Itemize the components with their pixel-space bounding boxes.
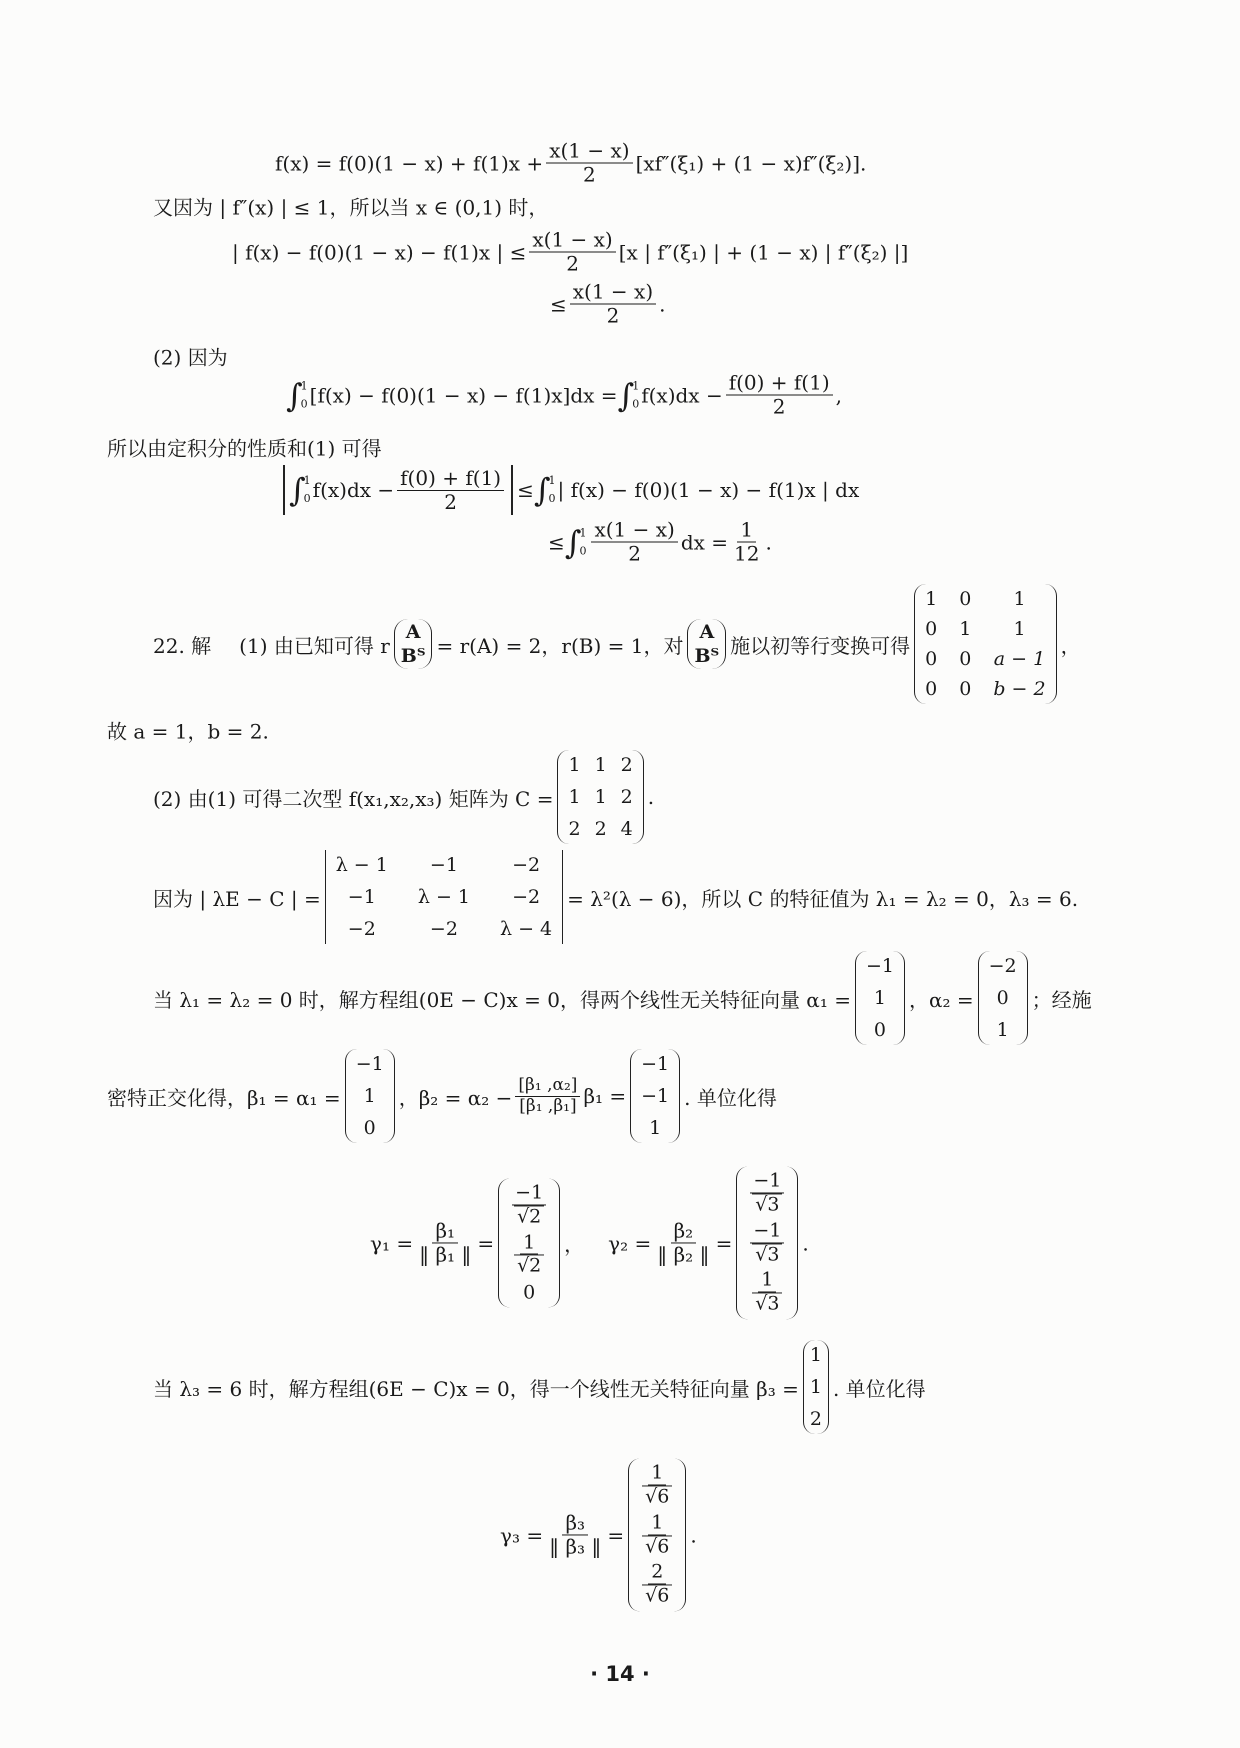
numerator: f(0) + f(1) [726, 372, 833, 396]
matrix-entry: −2 [429, 918, 458, 940]
matrix-entry: 1 [1013, 618, 1026, 640]
question-22-part1 [153, 584, 1081, 704]
upper-limit: 1 [303, 474, 311, 488]
denominator: √3 [752, 1193, 782, 1216]
matrix-entry: 2 [594, 818, 607, 840]
inequality-2 [550, 281, 666, 328]
paragraph: (2) 因为 [153, 345, 228, 370]
integral-symbol: ∫ [286, 376, 303, 414]
eq-text: (1) 由已知可得 r [239, 633, 390, 658]
matrix-entry: A [699, 621, 715, 643]
integral-sign [618, 377, 640, 412]
matrix-entry: b − 2 [993, 678, 1046, 700]
numerator: 1 [520, 1232, 538, 1255]
lower-limit: 0 [579, 544, 587, 557]
eq-text: ， [1060, 633, 1081, 658]
integral-sign [534, 472, 556, 507]
eq-text: 当 λ₁ = λ₂ = 0 时，解方程组(0E − C)x = 0，得两个线性无关特征向量 α₁ = [153, 987, 851, 1012]
schmidt-orthogonalization [107, 1049, 777, 1143]
numerator: x(1 − x) [546, 140, 632, 164]
eq-text: = λ²(λ − 6)，所以 C 的特征值为 λ₁ = λ₂ = 0，λ₃ = 6. [567, 886, 1079, 911]
matrix-entry: −1 [347, 886, 376, 908]
eq-text: 施以初等行变换可得 [730, 633, 911, 658]
integral-bound [548, 519, 772, 566]
eq-text: = [607, 1523, 625, 1547]
lower-limit: 0 [548, 492, 556, 505]
matrix-entry: 1 [568, 754, 581, 776]
numerator: 1 [648, 1462, 666, 1485]
matrix-entry: 0 [925, 618, 938, 640]
upper-limit: 1 [579, 526, 587, 540]
fraction [642, 1462, 672, 1508]
matrix-entry: 1 [594, 754, 607, 776]
matrix-entry: −1 [641, 1053, 670, 1075]
denominator: 2 [772, 394, 786, 419]
numerator: x(1 − x) [529, 229, 615, 253]
matrix-entry: 1 [1013, 588, 1026, 610]
fraction [642, 1512, 672, 1558]
matrix-entry: 1 [925, 588, 938, 610]
paragraph: 所以由定积分的性质和(1) 可得 [107, 436, 382, 461]
numerator: x(1 − x) [570, 281, 656, 305]
eq-text: . [690, 1523, 697, 1547]
page-number: · 14 · [590, 1662, 650, 1686]
matrix-entry: 1 [649, 1117, 662, 1139]
quadratic-form-matrix [153, 750, 654, 844]
eigenvector-six [153, 1340, 926, 1434]
vector-alpha1 [855, 951, 905, 1045]
eq-text: γ₃ = [500, 1523, 544, 1547]
eq-text: | f(x) − f(0)(1 − x) − f(1)x | ≤ [232, 240, 527, 264]
matrix-entry: 1 [959, 618, 972, 640]
equation-taylor [275, 140, 866, 187]
matrix-entry: 1 [568, 786, 581, 808]
matrix-entry: Bᵀ [400, 645, 426, 667]
eq-text: [xf″(ξ₁) + (1 − x)f″(ξ₂)]. [635, 151, 867, 175]
block-matrix [687, 619, 726, 669]
lower-limit: 0 [300, 397, 308, 410]
eq-text: γ₂ = [608, 1231, 652, 1255]
denominator: 12 [734, 541, 760, 566]
matrix-entry: −2 [512, 886, 541, 908]
eq-text: 因为 | λE − C | = [153, 886, 321, 911]
numerator: f(0) + f(1) [397, 467, 504, 491]
numerator: β₃ [562, 1512, 588, 1536]
matrix-entry: 0 [925, 678, 938, 700]
eq-text: ≤ [517, 478, 534, 502]
matrix-entry: −1 [355, 1053, 384, 1075]
normalized-gamma3 [500, 1458, 697, 1611]
vector-beta1 [345, 1049, 395, 1143]
matrix-entry: Bᵀ [694, 645, 720, 667]
integral-symbol: ∫ [533, 471, 551, 509]
matrix-entry: 2 [620, 786, 633, 808]
abs-bar [283, 465, 285, 515]
matrix-entry: 1 [809, 1376, 822, 1398]
fraction [642, 1562, 672, 1608]
fraction [570, 281, 656, 328]
eq-text: . [765, 530, 772, 554]
abs-bar [511, 465, 513, 515]
fraction [546, 140, 632, 187]
matrix-entry: −1 [641, 1085, 670, 1107]
characteristic-polynomial [153, 850, 1078, 944]
numerator: 1 [737, 519, 756, 543]
fraction [591, 519, 677, 566]
matrix-entry: a − 1 [993, 648, 1046, 670]
denominator: √3 [752, 1293, 782, 1316]
vector-gamma2 [736, 1166, 798, 1319]
matrix-entry: λ − 1 [335, 854, 388, 876]
numerator: β₂ [671, 1220, 697, 1244]
eq-text: f(x)dx − [312, 478, 395, 502]
matrix-entry: A [405, 621, 421, 643]
lower-limit: 0 [632, 397, 640, 410]
eq-text: ，α₂ = [908, 987, 974, 1012]
matrix-entry: 0 [873, 1019, 886, 1041]
matrix-entry: 2 [620, 754, 633, 776]
fraction [515, 1076, 580, 1116]
fraction [512, 1182, 546, 1228]
eq-text: = [715, 1231, 733, 1255]
eq-text: ， [564, 1232, 585, 1257]
integral-sign [565, 524, 587, 559]
integral-symbol: ∫ [289, 471, 306, 509]
eq-text: ；经施 [1031, 987, 1092, 1012]
eq-text: ≤ [550, 292, 567, 316]
matrix-entry: 4 [620, 818, 633, 840]
denominator: √3 [752, 1243, 782, 1266]
paragraph: 故 a = 1，b = 2. [107, 719, 269, 744]
fraction [750, 1170, 784, 1216]
eq-text: f(x)dx − [641, 383, 723, 407]
row-echelon-matrix [914, 584, 1056, 704]
eq-text: γ₁ = [370, 1231, 414, 1255]
eq-text: 当 λ₃ = 6 时，解方程组(6E − C)x = 0，得一个线性无关特征向量 β₃ = [153, 1376, 799, 1401]
matrix-entry: 1 [594, 786, 607, 808]
normalized-gamma12 [370, 1166, 809, 1319]
eq-text: , [835, 383, 842, 407]
eq-text: . 单位化得 [832, 1376, 926, 1401]
matrix-entry: −2 [512, 854, 541, 876]
upper-limit: 1 [300, 379, 308, 393]
matrix-entry: −2 [347, 918, 376, 940]
denominator: 2 [583, 162, 596, 187]
denominator: √2 [514, 1205, 544, 1228]
eq-text: (2) 由(1) 可得二次型 f(x₁,x₂,x₃) 矩阵为 C = [153, 786, 554, 811]
matrix-entry: 0 [959, 648, 972, 670]
denominator: √2 [514, 1255, 544, 1278]
vector-beta2 [630, 1049, 680, 1143]
matrix-entry: 0 [959, 678, 972, 700]
denominator: [β₁ ,β₁] [519, 1095, 577, 1116]
numerator: 1 [758, 1270, 776, 1293]
eq-text: = r(A) = 2，r(B) = 1，对 [436, 633, 684, 658]
paragraph: 又因为 | f″(x) | ≤ 1，所以当 x ∈ (0,1) 时， [153, 195, 549, 220]
fraction [750, 1220, 784, 1266]
matrix-entry: 0 [925, 648, 938, 670]
fraction [529, 229, 615, 276]
matrix-entry: 0 [959, 588, 972, 610]
vector-gamma1 [498, 1178, 560, 1307]
fraction [546, 1512, 604, 1559]
numerator: −1 [750, 1170, 784, 1193]
denominator: √6 [642, 1485, 672, 1508]
eq-text: = [477, 1231, 495, 1255]
matrix-entry: λ − 1 [417, 886, 470, 908]
fraction [654, 1220, 712, 1267]
matrix-entry: 1 [363, 1085, 376, 1107]
eq-text: . [802, 1231, 809, 1255]
denominator: ‖ β₃ ‖ [549, 1534, 602, 1559]
numerator: −1 [750, 1220, 784, 1243]
upper-limit: 1 [632, 379, 640, 393]
vector-alpha2 [978, 951, 1028, 1045]
eq-text: ≤ [548, 530, 565, 554]
denominator: 2 [628, 541, 641, 566]
matrix-entry: 0 [523, 1281, 536, 1304]
matrix-entry: 1 [873, 987, 886, 1009]
inequality-1 [232, 229, 908, 276]
matrix-entry: 2 [568, 818, 581, 840]
eq-text: [x | f″(ξ₁) | + (1 − x) | f″(ξ₂) |] [618, 240, 909, 264]
fraction [731, 519, 762, 566]
question-label: 22. 解 [153, 633, 212, 658]
numerator: x(1 − x) [591, 519, 677, 543]
denominator: √6 [642, 1585, 672, 1608]
denominator: √6 [642, 1535, 672, 1558]
vector-beta3 [803, 1340, 829, 1434]
fraction [726, 372, 833, 419]
eq-text: ，β₂ = α₂ − [398, 1085, 513, 1110]
numerator: −1 [512, 1182, 546, 1205]
integral-symbol: ∫ [564, 523, 582, 561]
numerator: [β₁ ,α₂] [515, 1076, 580, 1097]
matrix-entry: 0 [996, 987, 1009, 1009]
block-matrix [394, 619, 433, 669]
integral-symbol: ∫ [617, 376, 635, 414]
fraction [416, 1220, 474, 1267]
eq-text: [f(x) − f(0)(1 − x) − f(1)x]dx = [309, 383, 618, 407]
matrix-entry: 2 [809, 1408, 822, 1430]
integral-inequality [279, 465, 859, 515]
matrix-entry: 0 [363, 1117, 376, 1139]
eq-text: . [647, 785, 655, 809]
integral-sign [289, 472, 311, 507]
matrix-entry: 1 [996, 1019, 1009, 1041]
fraction [750, 1270, 784, 1316]
numerator: β₁ [432, 1220, 458, 1244]
matrix-entry: 1 [809, 1344, 822, 1366]
matrix-entry: −2 [988, 955, 1017, 977]
eigenvectors-zero [153, 951, 1092, 1045]
denominator: ‖ β₁ ‖ [419, 1242, 472, 1267]
fraction [512, 1232, 546, 1278]
upper-limit: 1 [548, 474, 556, 488]
denominator: ‖ β₂ ‖ [657, 1242, 710, 1267]
matrix-entry: λ − 4 [500, 918, 553, 940]
eq-text: f(x) = f(0)(1 − x) + f(1)x + [275, 151, 544, 175]
fraction [397, 467, 504, 514]
eq-text: . 单位化得 [684, 1085, 777, 1110]
integral-equation [286, 372, 842, 419]
numerator: 2 [648, 1562, 666, 1585]
eq-text: dx = [680, 530, 729, 554]
determinant [325, 850, 563, 944]
denominator: 2 [606, 303, 620, 328]
eq-text: . [659, 292, 666, 316]
eq-text: | f(x) − f(0)(1 − x) − f(1)x | dx [557, 478, 860, 502]
eq-text: β₁ = [583, 1084, 627, 1108]
matrix-entry: −1 [429, 854, 458, 876]
lower-limit: 0 [303, 492, 311, 505]
denominator: 2 [566, 251, 579, 276]
integral-sign [286, 377, 308, 412]
vector-gamma3 [628, 1458, 686, 1611]
numerator: 1 [648, 1512, 666, 1535]
denominator: 2 [444, 489, 457, 514]
matrix-c [557, 750, 643, 844]
matrix-entry: −1 [865, 955, 894, 977]
eq-text: 密特正交化得，β₁ = α₁ = [107, 1085, 341, 1110]
